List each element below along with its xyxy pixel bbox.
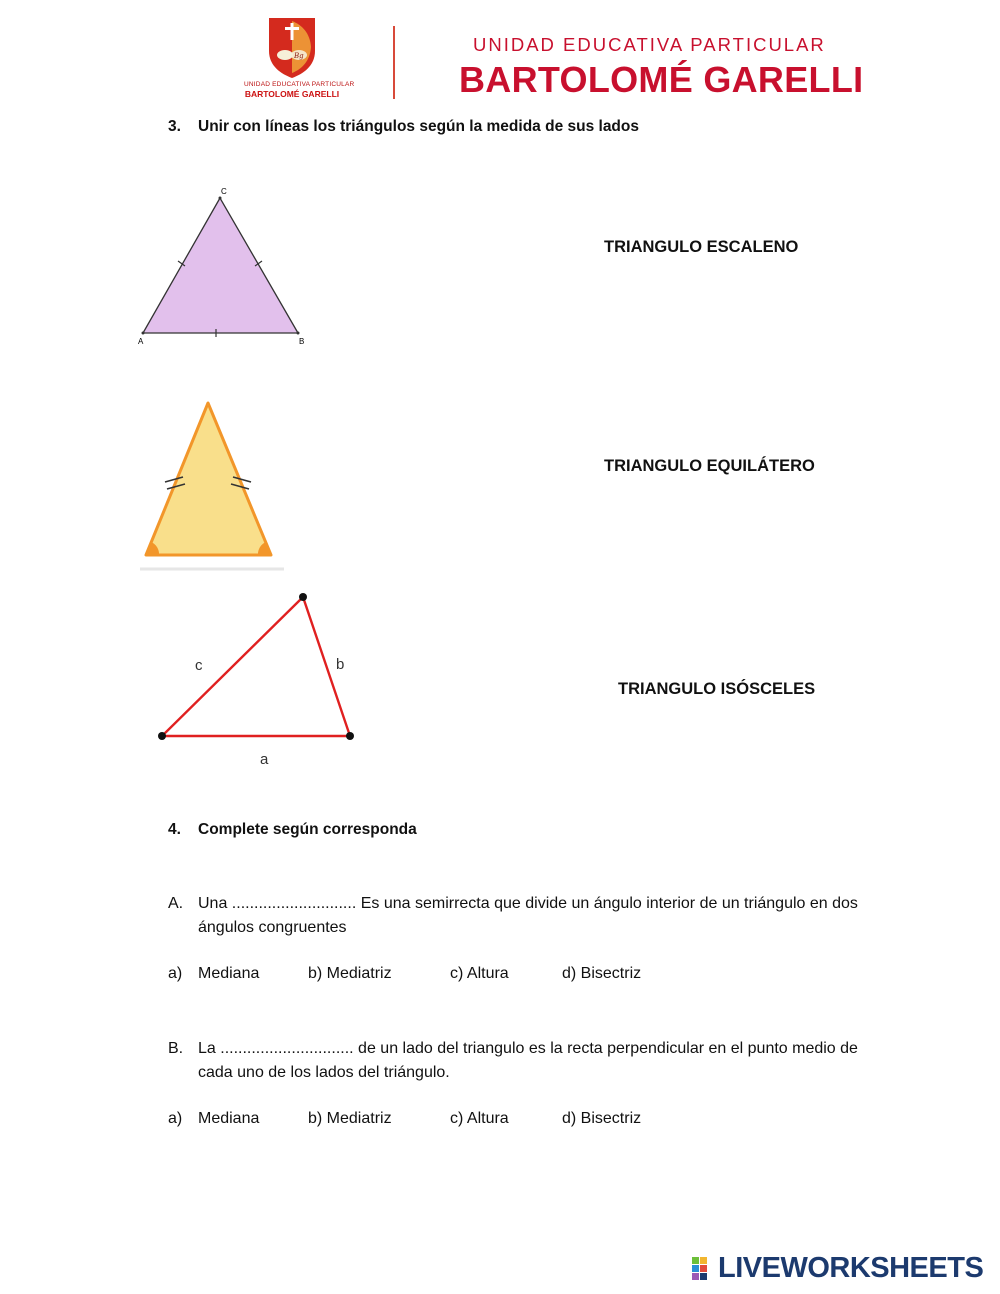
item-b-options-prefix: a) <box>168 1110 183 1127</box>
item-b-letter: B. <box>168 1040 184 1057</box>
logo-caption-line1: UNIDAD EDUCATIVA PARTICULAR <box>244 81 355 88</box>
question3-number: 3. <box>168 118 181 135</box>
item-a-option-mediana[interactable]: Mediana <box>198 965 260 982</box>
logo-caption-line2: BARTOLOMÉ GARELLI <box>244 89 340 99</box>
item-b-option-bisectriz[interactable]: d) Bisectriz <box>562 1110 642 1127</box>
school-name-line2: BARTOLOMÉ GARELLI <box>459 59 864 100</box>
item-b-text[interactable]: La .............................. de un lado del triangulo es la recta perpendicular en el punto medio de cada uno de los lados del triángulo. <box>198 1040 858 1081</box>
side-label-c: c <box>195 657 203 674</box>
label-triangulo-escaleno[interactable]: TRIANGULO ESCALENO <box>604 238 799 256</box>
vertex-label-a: A <box>138 337 144 346</box>
label-triangulo-isosceles[interactable]: TRIANGULO ISÓSCELES <box>618 680 816 698</box>
school-crest-icon <box>266 15 318 79</box>
liveworksheets-brand: LIVEWORKSHEETS <box>718 1252 984 1284</box>
isosceles-triangle-icon[interactable] <box>138 395 288 575</box>
question4-title: Complete según corresponda <box>198 821 417 838</box>
item-a-option-altura[interactable]: c) Altura <box>450 965 509 982</box>
vertex-label-c: C <box>221 187 227 196</box>
svg-text:Bg: Bg <box>294 52 304 60</box>
item-a-options-prefix: a) <box>168 965 183 982</box>
item-b-option-altura[interactable]: c) Altura <box>450 1110 509 1127</box>
school-crest <box>266 15 318 79</box>
school-name-line1: UNIDAD EDUCATIVA PARTICULAR <box>473 34 826 55</box>
side-label-a: a <box>260 751 269 768</box>
side-label-b: b <box>336 656 345 673</box>
item-a-option-bisectriz[interactable]: d) Bisectriz <box>562 965 642 982</box>
question3-title: Unir con líneas los triángulos según la medida de sus lados <box>198 118 639 135</box>
item-a-option-mediatriz[interactable]: b) Mediatriz <box>308 965 392 982</box>
item-a-text[interactable]: Una ............................ Es una semirrecta que divide un ángulo interior de un triángulo en dos ángulos congruentes <box>198 895 858 936</box>
liveworksheets-logo-icon <box>692 1257 716 1281</box>
scalene-triangle-icon[interactable] <box>140 585 370 775</box>
header-divider <box>393 26 395 99</box>
label-triangulo-equilatero[interactable]: TRIANGULO EQUILÁTERO <box>604 457 815 475</box>
item-a-letter: A. <box>168 895 184 912</box>
item-b-option-mediana[interactable]: Mediana <box>198 1110 260 1127</box>
question4-number: 4. <box>168 821 181 838</box>
item-b-option-mediatriz[interactable]: b) Mediatriz <box>308 1110 392 1127</box>
vertex-label-b: B <box>299 337 305 346</box>
equilateral-triangle-icon[interactable] <box>134 185 314 350</box>
